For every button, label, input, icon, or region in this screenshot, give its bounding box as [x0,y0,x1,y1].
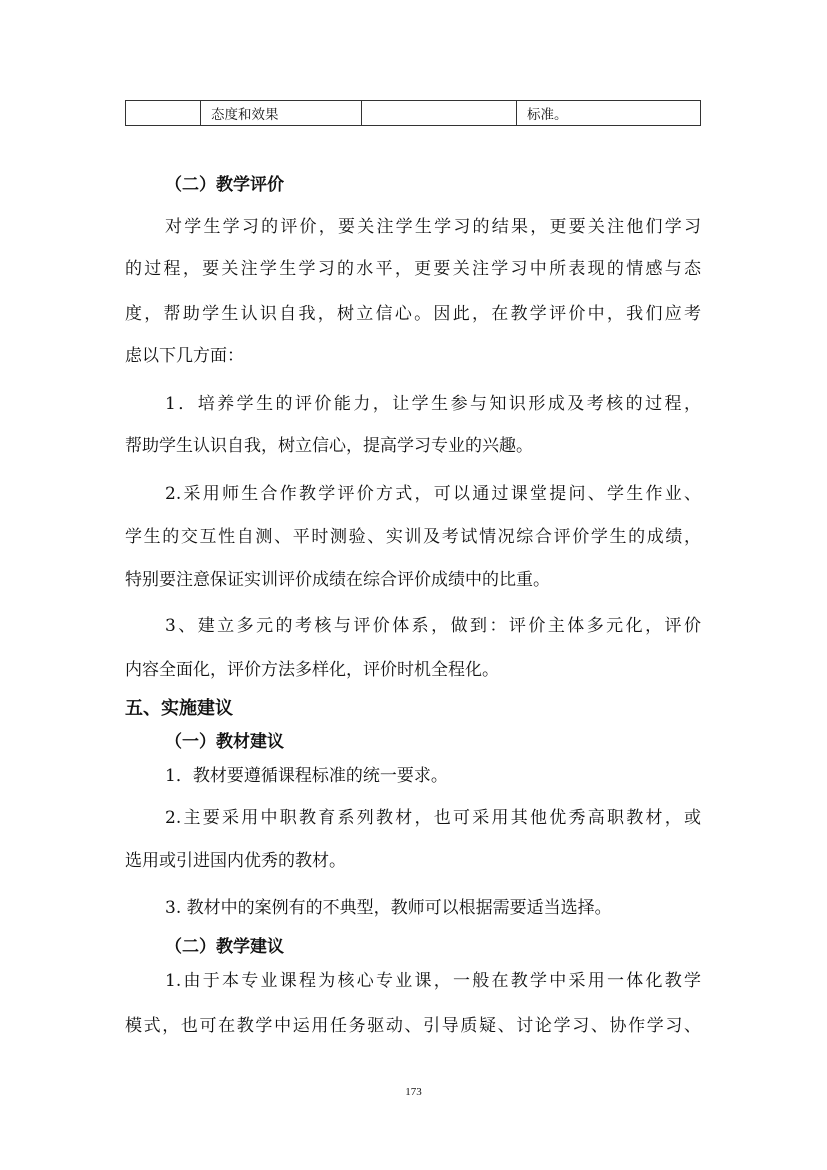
table-cell: 态度和效果 [201,101,362,126]
paragraph-line: 模式，也可在教学中运用任务驱动、引导质疑、讨论学习、协作学习、 [125,1016,701,1036]
table-row [126,101,701,126]
list-item: 2.采用师生合作教学评价方式，可以通过课堂提问、学生作业、 [165,484,701,504]
list-item: 2.主要采用中职教育系列教材，也可采用其他优秀高职教材，或 [165,808,701,828]
list-item: 1.由于本专业课程为核心专业课，一般在教学中采用一体化教学 [165,971,701,991]
paragraph-line: 帮助学生认识自我，树立信心，提高学习专业的兴趣。 [125,436,533,456]
table-cell [126,101,201,126]
paragraph-line: 特别要注意保证实训评价成绩在综合评价成绩中的比重。 [125,570,550,590]
section-heading-teaching-suggestions: （二）教学建议 [165,937,284,957]
paragraph-line: 学生的交互性自测、平时测验、实训及考试情况综合评价学生的成绩， [125,527,701,547]
paragraph-line: 对学生学习的评价，要关注学生学习的结果，更要关注他们学习 [165,217,701,237]
chapter-heading-implementation: 五、实施建议 [125,698,233,719]
section-heading-teaching-evaluation: （二）教学评价 [165,175,284,195]
table-cell: 标准。 [517,101,701,126]
table-cell [362,101,517,126]
paragraph-line: 的过程，要关注学生学习的水平，更要关注学习中所表现的情感与态 [125,259,701,279]
table-fragment [125,100,701,126]
paragraph-line: 内容全面化，评价方法多样化，评价时机全程化。 [125,660,499,680]
paragraph-line: 度，帮助学生认识自我，树立信心。因此，在教学评价中，我们应考 [125,304,701,324]
list-item: 3. 教材中的案例有的不典型，教师可以根据需要适当选择。 [165,898,612,918]
list-item: 1．教材要遵循课程标准的统一要求。 [165,766,448,786]
page-number: 173 [405,1086,422,1098]
paragraph-line: 选用或引进国内优秀的教材。 [125,851,346,871]
list-item: 1．培养学生的评价能力，让学生参与知识形成及考核的过程， [165,394,701,414]
section-heading-textbook: （一）教材建议 [165,732,284,752]
paragraph-line: 虑以下几方面： [125,346,244,366]
list-item: 3、建立多元的考核与评价体系，做到：评价主体多元化，评价 [165,616,701,636]
